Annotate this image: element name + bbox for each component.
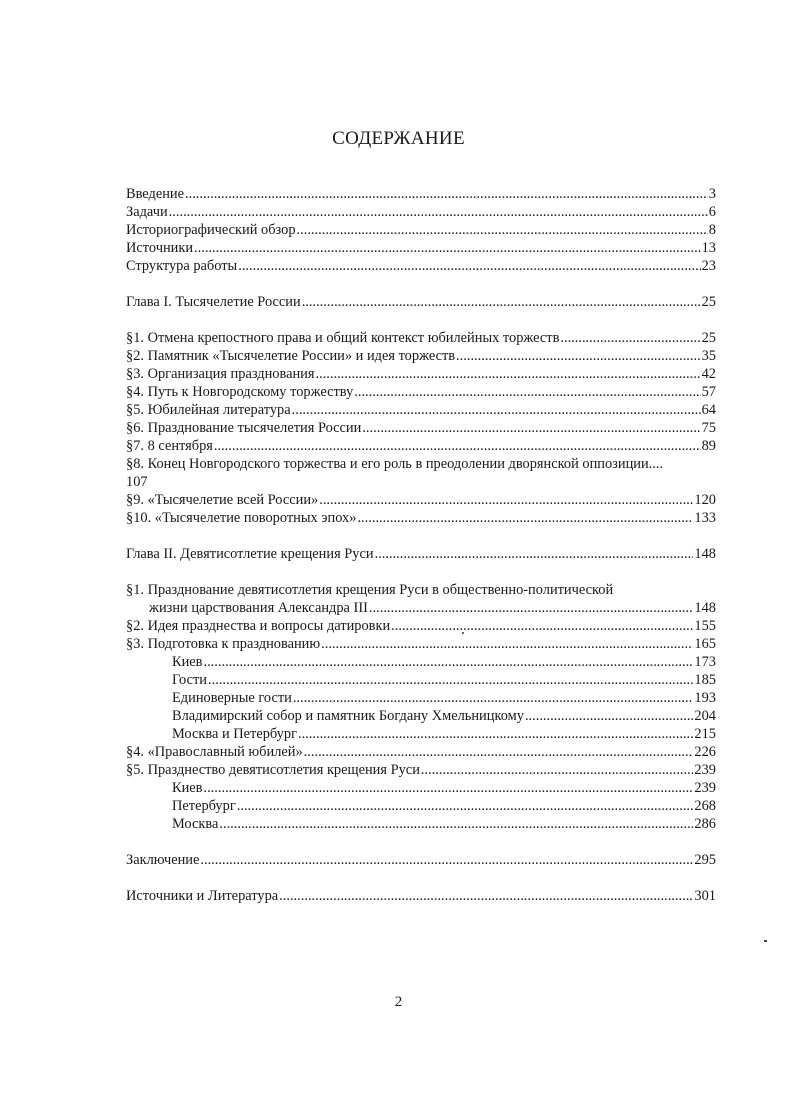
toc-entry-page: 133 [694,510,716,526]
leader-dots [293,689,694,707]
toc-entry-label: Глава II. Девятисотлетие крещения Руси [126,546,374,562]
toc-subentry-petersburg[interactable] [126,797,716,815]
scan-speck [462,632,464,634]
toc-entry-page: 155 [694,618,716,634]
leader-dots [169,203,708,221]
toc-entry-label: §5. Празднество девятисотлетия крещения Руси [126,762,420,778]
toc-entry-page: 173 [694,654,716,670]
leader-dots [298,725,693,743]
toc-entry-label: §10. «Тысячелетие поворотных эпох» [126,510,357,526]
toc-entry-sources-intro[interactable] [126,239,716,257]
toc-entry-page: 295 [694,852,716,868]
toc-entry-page: 204 [694,708,716,724]
leader-dots [302,293,701,311]
toc-entry-ch2-s5[interactable] [126,761,716,779]
toc-entry-page: 215 [694,726,716,742]
toc-entry-historiography[interactable] [126,221,716,239]
toc-entry-page: 148 [694,600,716,616]
toc-entry-label: Гости [172,672,207,688]
leader-dots [203,653,693,671]
leader-dots [185,185,708,203]
toc-entry-label: Введение [126,186,185,202]
toc-entry-label: Глава I. Тысячелетие России [126,294,301,310]
toc-entry-label: Источники и Литература [126,888,279,904]
leader-dots [279,887,693,905]
leader-dots [525,707,693,725]
leader-dots [354,383,700,401]
toc-entry-introduction[interactable] [126,185,716,203]
toc-entry-label: Источники [126,240,194,256]
toc-entry-label: §4. Путь к Новгородскому торжеству [126,384,354,400]
toc-entry-ch2-s3[interactable] [126,635,716,653]
toc-entry-label: §3. Подготовка к празднованию [126,636,321,652]
toc-entry-page: 286 [694,816,716,832]
toc-entry-page: 75 [701,420,716,436]
toc-entry-ch1-s2[interactable] [126,347,716,365]
toc-entry-label: Киев [172,780,203,796]
toc-entry-ch2-s4[interactable] [126,743,716,761]
leader-dots [194,239,701,257]
toc-entry-label: §3. Организация празднования [126,366,315,382]
toc-entry-chapter-2[interactable] [126,545,716,563]
toc-entry-ch2-s2[interactable] [126,617,716,635]
leader-dots [321,635,693,653]
leader-dots [219,815,693,833]
toc-entry-label: Киев [172,654,203,670]
toc-entry-page: 185 [694,672,716,688]
leader-dots [375,545,694,563]
leader-dots [369,599,693,617]
toc-entry-label: §1. Празднование девятисотлетия крещения Руси в общественно-политической [126,582,614,598]
toc-subentry-vladimir-cathedral[interactable] [126,707,716,725]
leader-dots [391,617,693,635]
toc-entry-page: 35 [701,348,716,364]
leader-dots [208,671,693,689]
toc-entry-label: §7. 8 сентября [126,438,213,454]
toc-subentry-moscow-petersburg[interactable] [126,725,716,743]
toc-entry-page: 57 [701,384,716,400]
toc-entry-ch1-s9[interactable] [126,491,716,509]
toc-entry-label: Задачи [126,204,168,220]
toc-entry-page: 268 [694,798,716,814]
leader-dots [456,347,701,365]
toc-entry-label: Петербург [172,798,236,814]
scan-speck [764,940,767,942]
page-number: 2 [394,994,403,1010]
toc-entry-label: §4. «Православный юбилей» [126,744,303,760]
toc-subentry-kiev-2[interactable] [126,779,716,797]
toc-entry-page: 239 [694,762,716,778]
toc-entry-conclusion[interactable] [126,851,716,869]
leader-dots [203,779,693,797]
toc-entry-label: Структура работы [126,258,238,274]
toc-entry-page: 3 [708,186,716,202]
toc-entry-page: 25 [701,330,716,346]
toc-entry-label: §1. Отмена крепостного права и общий контекст юбилейных торжеств [126,330,560,346]
toc-entry-structure[interactable] [126,257,716,275]
toc-entry-label: Владимирский собор и памятник Богдану Хмельницкому [172,708,524,724]
toc-entry-label: Заключение [126,852,200,868]
toc-entry-ch1-s4[interactable] [126,383,716,401]
toc-entry-page: 64 [701,402,716,418]
toc-entry-label: Единоверные гости [172,690,292,706]
toc-entry-ch1-s10[interactable] [126,509,716,527]
toc-entry-label-continued: жизни царствования Александра III [149,600,368,616]
toc-entry-page: 301 [694,888,716,904]
toc-entry-ch1-s7[interactable] [126,437,716,455]
leader-dots [421,761,694,779]
toc-subentry-kiev[interactable] [126,653,716,671]
leader-dots [214,437,701,455]
toc-subentry-moscow[interactable] [126,815,716,833]
toc-entry-page: 13 [701,240,716,256]
leader-dots [357,509,693,527]
toc-entry-label: §2. Памятник «Тысячелетие России» и идея торжеств [126,348,456,364]
page-title: СОДЕРЖАНИЕ [332,128,465,149]
toc-entry-page: 226 [694,744,716,760]
toc-entry-label: §6. Празднование тысячелетия России [126,420,362,436]
leader-dots [292,401,701,419]
toc-entry-ch1-s6[interactable] [126,419,716,437]
leader-dots [297,221,708,239]
toc-entry-page: 239 [694,780,716,796]
toc-entry-label: §8. Конец Новгородского торжества и его роль в преодолении дворянской оппозиции.... [126,456,664,472]
toc-entry-ch1-s3[interactable] [126,365,716,383]
toc-entry-ch1-s5[interactable] [126,401,716,419]
leader-dots [304,743,694,761]
toc-entry-label: Историографический обзор [126,222,296,238]
toc-entry-page: 193 [694,690,716,706]
toc-entry-label: Москва [172,816,219,832]
toc-entry-page: 148 [694,546,716,562]
toc-entry-tasks[interactable] [126,203,716,221]
toc-subentry-coreligionist-guests[interactable] [126,689,716,707]
toc-entry-page: 8 [708,222,716,238]
leader-dots [316,365,701,383]
leader-dots [362,419,700,437]
toc-entry-page: 23 [701,258,716,274]
toc-entry-page: 6 [708,204,716,220]
toc-entry-page: 89 [701,438,716,454]
toc-entry-page: 107 [126,474,148,490]
toc-entry-label: Москва и Петербург [172,726,297,742]
table-of-contents [126,185,716,905]
toc-entry-page: 42 [701,366,716,382]
leader-dots [560,329,700,347]
toc-entry-page: 165 [694,636,716,652]
leader-dots [319,491,693,509]
leader-dots [200,851,693,869]
toc-entry-page: 120 [694,492,716,508]
toc-entry-label: §9. «Тысячелетие всей России» [126,492,319,508]
toc-entry-ch2-s1[interactable] [126,581,716,617]
toc-entry-chapter-1[interactable] [126,293,716,311]
leader-dots [238,257,700,275]
leader-dots [237,797,694,815]
toc-subentry-guests[interactable] [126,671,716,689]
toc-entry-label: §2. Идея празднества и вопросы датировки [126,618,391,634]
toc-entry-ch1-s8[interactable] [126,455,716,491]
toc-entry-label: §5. Юбилейная литература [126,402,291,418]
toc-entry-sources-literature[interactable] [126,887,716,905]
toc-entry-ch1-s1[interactable] [126,329,716,347]
toc-entry-page: 25 [701,294,716,310]
